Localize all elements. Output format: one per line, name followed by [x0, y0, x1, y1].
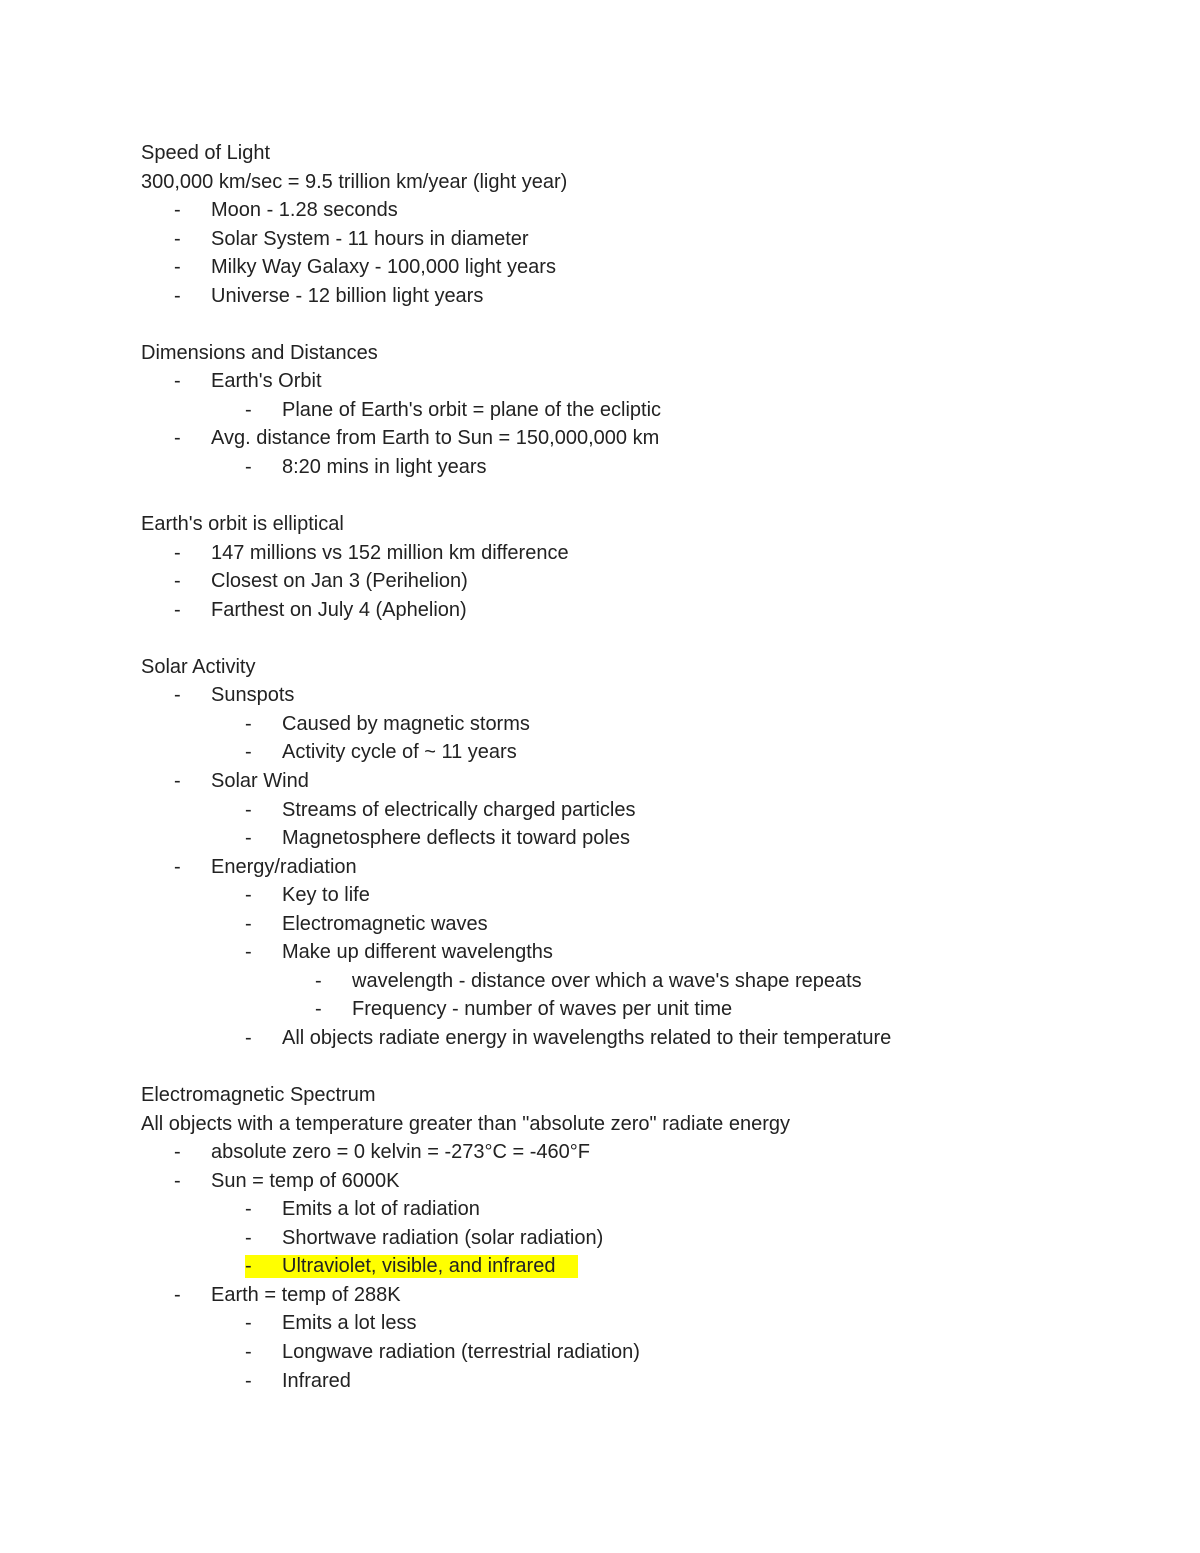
heading-line: [141, 1081, 1141, 1110]
bullet-dash: -: [245, 912, 252, 935]
line-text: All objects with a temperature greater than "absolute zero" radiate energy: [141, 1112, 791, 1135]
bullet-dash: -: [174, 256, 181, 279]
line-text: 8:20 mins in light years: [282, 456, 487, 479]
bullet-item: [141, 253, 1141, 282]
bullet-dash: -: [245, 456, 252, 479]
bullet-dash: -: [174, 684, 181, 707]
bullet-item: [141, 1024, 1141, 1053]
bullet-dash: -: [174, 284, 181, 307]
line-text: Make up different wavelengths: [282, 941, 553, 964]
bullet-item: [141, 1367, 1141, 1396]
line-text: Caused by magnetic storms: [282, 712, 530, 735]
line-text: Moon - 1.28 seconds: [211, 199, 398, 222]
line-text: Infrared: [282, 1369, 351, 1392]
bullet-item: [141, 424, 1141, 453]
bullet-dash: -: [245, 1026, 252, 1049]
line-text: Longwave radiation (terrestrial radiation): [282, 1340, 640, 1363]
bullet-dash: -: [245, 798, 252, 821]
bullet-dash: -: [174, 855, 181, 878]
bullet-item: [141, 367, 1141, 396]
line-text: wavelength - distance over which a wave's shape repeats: [352, 969, 862, 992]
line-text: Earth = temp of 288K: [211, 1283, 401, 1306]
bullet-item: [141, 282, 1141, 311]
bullet-dash: -: [245, 1198, 252, 1221]
bullet-item: [141, 1252, 1141, 1281]
bullet-item: [141, 453, 1141, 482]
line-text: Farthest on July 4 (Aphelion): [211, 598, 467, 621]
line-text: Earth's orbit is elliptical: [141, 513, 344, 536]
bullet-dash: -: [174, 199, 181, 222]
bullet-dash: -: [245, 1340, 252, 1363]
bullet-item: [141, 1138, 1141, 1167]
bullet-item: [141, 995, 1141, 1024]
bullet-item: [141, 710, 1141, 739]
bullet-dash: -: [174, 570, 181, 593]
bullet-item: [141, 967, 1141, 996]
bullet-item: [141, 738, 1141, 767]
bullet-dash: -: [245, 741, 252, 764]
line-text: Speed of Light: [141, 142, 270, 164]
bullet-dash: -: [245, 1369, 252, 1392]
line-text: Energy/radiation: [211, 855, 357, 878]
line-text: Sunspots: [211, 684, 295, 707]
line-text: Emits a lot less: [282, 1312, 417, 1335]
bullet-item: [141, 567, 1141, 596]
line-text: Electromagnetic waves: [282, 912, 488, 935]
line-text: Emits a lot of radiation: [282, 1198, 480, 1221]
line-text: Ultraviolet, visible, and infrared: [282, 1255, 556, 1278]
line-text: Frequency - number of waves per unit time: [352, 998, 733, 1021]
bullet-item: [141, 910, 1141, 939]
bullet-dash: -: [245, 827, 252, 850]
bullet-item: [141, 938, 1141, 967]
line-text: Universe - 12 billion light years: [211, 284, 484, 307]
blank-line: [141, 310, 1141, 339]
bullet-dash: -: [245, 941, 252, 964]
bullet-item: [141, 1309, 1141, 1338]
bullet-dash: -: [174, 541, 181, 564]
bullet-dash: -: [245, 1226, 252, 1249]
bullet-dash: -: [174, 598, 181, 621]
bullet-item: [141, 1281, 1141, 1310]
bullet-item: [141, 1195, 1141, 1224]
line-text: 300,000 km/sec = 9.5 trillion km/year (light year): [141, 170, 568, 193]
heading-line: [141, 510, 1141, 539]
line-text: Solar Activity: [141, 655, 256, 678]
line-text: Electromagnetic Spectrum: [141, 1084, 376, 1107]
line-text: Solar Wind: [211, 770, 309, 793]
bullet-dash: -: [174, 770, 181, 793]
bullet-dash: -: [245, 712, 252, 735]
bullet-item: [141, 824, 1141, 853]
bullet-item: [141, 539, 1141, 568]
bullet-dash: -: [174, 1283, 181, 1306]
line-text: Avg. distance from Earth to Sun = 150,000,000 km: [211, 427, 660, 450]
bullet-item: [141, 1338, 1141, 1367]
bullet-item: [141, 681, 1141, 710]
blank-line: [141, 482, 1141, 511]
bullet-dash: -: [245, 398, 252, 421]
line-text: Plane of Earth's orbit = plane of the ecliptic: [282, 398, 662, 421]
document-body: [141, 139, 1141, 1395]
line-text: Dimensions and Distances: [141, 341, 378, 364]
blank-line: [141, 624, 1141, 653]
bullet-dash: -: [174, 227, 181, 250]
bullet-dash: -: [174, 427, 181, 450]
bullet-item: [141, 196, 1141, 225]
bullet-item: [141, 853, 1141, 882]
bullet-item: [141, 225, 1141, 254]
bullet-dash: -: [245, 1312, 252, 1335]
line-text: Solar System - 11 hours in diameter: [211, 227, 529, 250]
heading-line: [141, 1110, 1141, 1139]
line-text: All objects radiate energy in wavelengths related to their temperature: [282, 1026, 892, 1049]
heading-line: [141, 168, 1141, 197]
bullet-item: [141, 881, 1141, 910]
bullet-dash: -: [174, 370, 181, 393]
bullet-item: [141, 796, 1141, 825]
heading-line: [141, 139, 1141, 168]
line-text: Magnetosphere deflects it toward poles: [282, 827, 630, 850]
line-text: Sun = temp of 6000K: [211, 1169, 400, 1192]
bullet-dash: -: [245, 1255, 252, 1278]
line-text: Activity cycle of ~ 11 years: [282, 741, 517, 764]
bullet-item: [141, 396, 1141, 425]
bullet-dash: -: [245, 884, 252, 907]
bullet-item: [141, 596, 1141, 625]
line-text: Milky Way Galaxy - 100,000 light years: [211, 256, 556, 279]
bullet-item: [141, 767, 1141, 796]
blank-line: [141, 1053, 1141, 1082]
bullet-dash: -: [174, 1141, 181, 1164]
bullet-dash: -: [315, 969, 322, 992]
line-text: Key to life: [282, 884, 370, 907]
heading-line: [141, 339, 1141, 368]
bullet-dash: -: [174, 1169, 181, 1192]
bullet-item: [141, 1224, 1141, 1253]
line-text: Shortwave radiation (solar radiation): [282, 1226, 604, 1249]
line-text: Streams of electrically charged particles: [282, 798, 636, 821]
bullet-dash: -: [315, 998, 322, 1021]
line-text: 147 millions vs 152 million km difference: [211, 541, 569, 564]
line-text: absolute zero = 0 kelvin = -273°C = -460°F: [211, 1141, 590, 1164]
line-text: Closest on Jan 3 (Perihelion): [211, 570, 468, 593]
heading-line: [141, 653, 1141, 682]
line-text: Earth's Orbit: [211, 370, 322, 393]
bullet-item: [141, 1167, 1141, 1196]
